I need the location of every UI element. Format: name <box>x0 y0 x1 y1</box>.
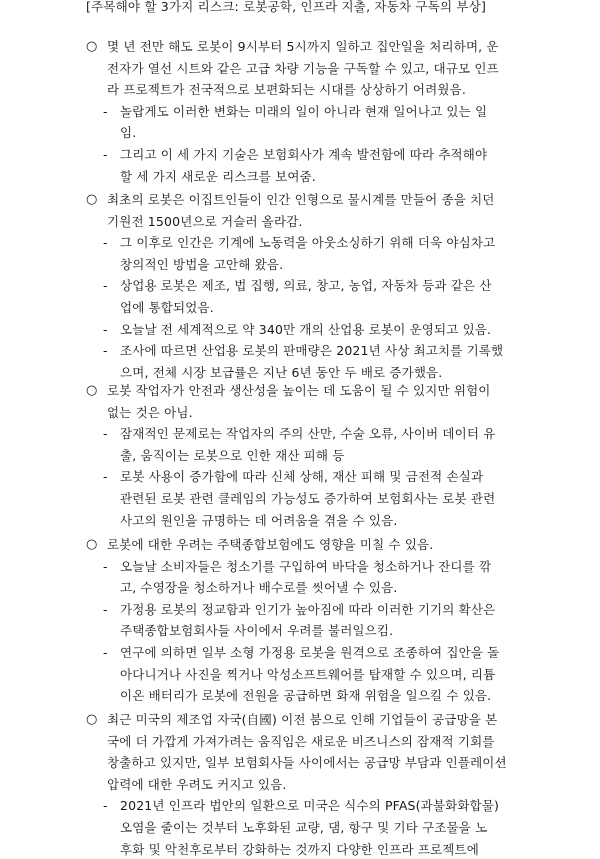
paragraph-line: 라 프로젝트가 전국적으로 보편화되는 시대를 상상하기 어려웠음. <box>107 82 466 98</box>
dash-bullet: - <box>103 558 108 574</box>
paragraph-line: 압력에 대한 우려도 커지고 있음. <box>107 776 287 792</box>
sub-bullet-line: 으며, 전체 시장 보급률은 지난 6년 동안 두 배로 증가했음. <box>120 364 443 380</box>
sub-bullet-line: 출, 움직이는 로봇으로 인한 재산 피해 등 <box>120 447 345 463</box>
dash-bullet: - <box>103 601 108 617</box>
circle-bullet: ○ <box>86 39 98 54</box>
sub-bullet-line: 오염을 줄이는 것부터 노후화된 교량, 댐, 항구 및 기타 구조물을 노 <box>120 820 488 835</box>
sub-bullet-line: 2021년 인프라 법안의 일환으로 미국은 식수의 PFAS(과불화화합물) <box>120 798 500 814</box>
circle-bullet: ○ <box>86 192 98 207</box>
paragraph-line: 로봇에 대한 우려는 주택종합보험에도 영향을 미칠 수 있음. <box>107 537 434 552</box>
paragraph-line: 최근 미국의 제조업 자국(自國) 이전 붐으로 인해 기업들이 공급망을 본 <box>107 712 498 727</box>
sub-bullet-line: 가정용 로봇의 정교함과 인기가 높아짐에 따라 이러한 기기의 확산은 <box>120 601 496 617</box>
sub-bullet-line: 놀랍게도 이러한 변화는 미래의 일이 아니라 현재 일어나고 있는 일 <box>120 103 488 119</box>
circle-bullet: ○ <box>86 537 98 552</box>
sub-bullet-line: 로봇 사용이 증가함에 따라 신체 상해, 재산 피해 및 금전적 손실과 <box>120 469 484 485</box>
dash-bullet: - <box>103 343 108 359</box>
dash-bullet: - <box>103 235 108 251</box>
sub-bullet-line: 연구에 의하면 일부 소형 가정용 로봇을 원격으로 조종하여 집안을 돌 <box>120 645 500 660</box>
document-title: [주목해야 할 3가지 리스크: 로봇공학, 인프라 지출, 자동차 구독의 부상] <box>86 0 487 14</box>
sub-bullet-line: 이온 배터리가 로봇에 전원을 공급하면 화재 위험을 일으킬 수 있음. <box>120 688 492 704</box>
sub-bullet-line: 고, 수영장을 청소하거나 배수로를 씻어낼 수 있음. <box>120 580 398 596</box>
dash-bullet: - <box>103 103 108 119</box>
sub-bullet-line: 잠재적인 문제로는 작업자의 주의 산만, 수술 오류, 사이버 데이터 유 <box>120 426 496 442</box>
dash-bullet: - <box>103 147 108 162</box>
sub-bullet-line: 아다니거나 사진을 찍거나 악성소프트웨어를 탑재할 수 있으며, 리튬 <box>120 666 496 682</box>
dash-bullet: - <box>103 469 108 485</box>
paragraph-line: 기원전 1500년으로 거슬러 올라감. <box>107 213 303 229</box>
paragraph-line: 국에 더 가깝게 가져가려는 움직임은 새로운 비즈니스의 잠재적 기회를 <box>107 733 495 749</box>
sub-bullet-line: 상업용 로봇은 제조, 법 집행, 의료, 창고, 농업, 자동차 등과 같은 산 <box>120 278 492 294</box>
paragraph-line: 로봇 작업자가 안전과 생산성을 높이는 데 도움이 될 수 있지만 위험이 <box>107 383 491 398</box>
paragraph-line: 최초의 로봇은 이집트인들이 인간 인형으로 물시계를 만들어 종을 치던 <box>107 192 495 207</box>
sub-bullet-line: 할 세 가지 새로운 리스크를 보여줌. <box>120 168 316 184</box>
sub-bullet-line: 조사에 따르면 산업용 로봇의 판매량은 2021년 사상 최고치를 기록했 <box>120 343 504 359</box>
paragraph-line: 전자가 열선 시트와 같은 고급 차량 기능을 구독할 수 있고, 대규모 인프 <box>107 60 499 76</box>
sub-bullet-line: 그 이후로 인간은 기계에 노동력을 아웃소싱하기 위해 더욱 야심차고 <box>120 235 496 251</box>
dash-bullet: - <box>103 645 108 660</box>
paragraph-line: 몇 년 전만 해도 로봇이 9시부터 5시까지 일하고 집안일을 처리하며, 운 <box>107 39 499 54</box>
sub-bullet-line: 오늘날 전 세계적으로 약 340만 개의 산업용 로봇이 운영되고 있음. <box>120 321 492 337</box>
sub-bullet-line: 임. <box>120 125 137 141</box>
sub-bullet-line: 관련된 로봇 관련 클레임의 가능성도 증가하여 보험회사는 로봇 관련 <box>120 491 496 506</box>
sub-bullet-line: 그리고 이 세 가지 기술은 보험회사가 계속 발전함에 따라 추적해야 <box>120 147 488 162</box>
dash-bullet: - <box>103 798 108 814</box>
dash-bullet: - <box>103 321 108 337</box>
dash-bullet: - <box>103 426 108 442</box>
sub-bullet-line: 주택종합보험회사들 사이에서 우려를 불러일으킴. <box>120 623 394 639</box>
sub-bullet-line: 오늘날 소비자들은 청소기를 구입하여 바닥을 청소하거나 잔디를 깎 <box>120 558 492 574</box>
paragraph-line: 창출하고 있지만, 일부 보험회사들 사이에서는 공급망 부담과 인플레이션 <box>107 755 507 771</box>
dash-bullet: - <box>103 278 108 294</box>
sub-bullet-line: 사고의 원인을 규명하는 데 어려움을 겪을 수 있음. <box>120 512 398 528</box>
sub-bullet-line: 업에 통합되었음. <box>120 300 214 315</box>
sub-bullet-line: 후화 및 악천후로부터 강화하는 것까지 다양한 인프라 프로젝트에 <box>120 841 479 857</box>
sub-bullet-line: 창의적인 방법을 고안해 왔음. <box>120 256 284 272</box>
paragraph-line: 없는 것은 아님. <box>107 404 193 420</box>
circle-bullet: ○ <box>86 383 98 398</box>
circle-bullet: ○ <box>86 712 98 727</box>
